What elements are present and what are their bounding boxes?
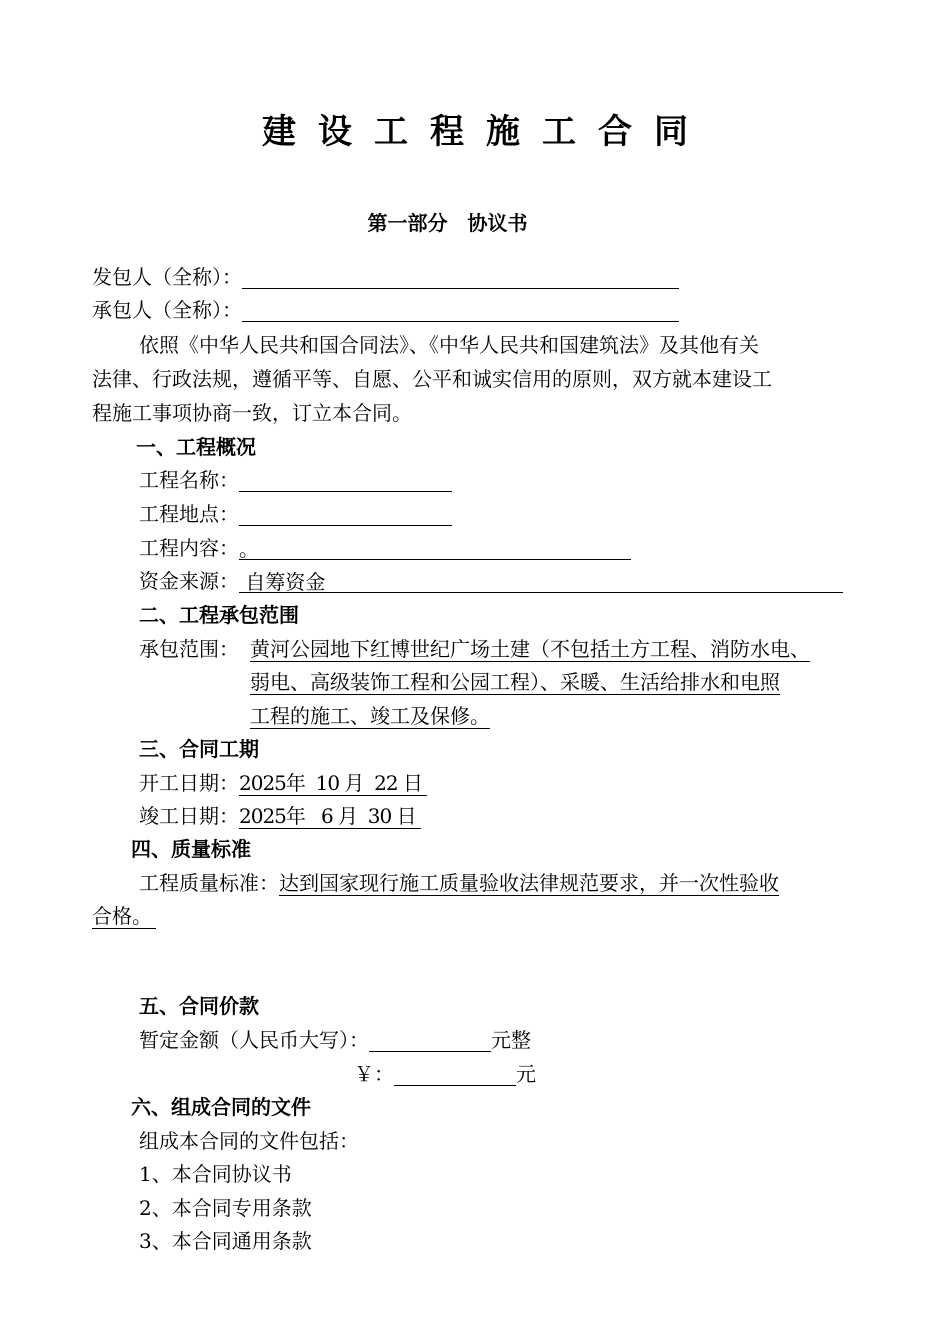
funding-source-label: 资金来源：: [139, 569, 239, 593]
scope-line-3: 工程的施工、竣工及保修。: [250, 704, 490, 728]
start-date-label: 开工日期：: [139, 771, 239, 795]
funding-source-value: 自筹资金: [239, 570, 326, 594]
amount-figures-field[interactable]: [394, 1063, 516, 1086]
project-location-field[interactable]: [239, 503, 452, 526]
scope-label: 承包范围：: [139, 637, 239, 661]
preamble-line-2: 法律、行政法规，遵循平等、自愿、公平和诚实信用的原则，双方就本建设工: [92, 367, 772, 391]
employer-line: [92, 265, 679, 289]
project-name-label: 工程名称：: [139, 468, 239, 492]
scope-line-1: 黄河公园地下红博世纪广场土建（不包括土方工程、消防水电、: [250, 637, 810, 661]
project-content-line: [139, 536, 631, 560]
start-date-line: [139, 771, 427, 795]
section-1-heading: 一、工程概况: [136, 435, 256, 459]
project-content-value: 。: [239, 537, 259, 561]
project-location-label: 工程地点：: [139, 502, 239, 526]
preamble-line-1: 依照《中华人民共和国合同法》、《中华人民共和国建筑法》及其他有关: [139, 333, 759, 357]
funding-source-field[interactable]: [239, 570, 843, 593]
employer-label: 发包人（全称）：: [92, 265, 242, 289]
project-name-field[interactable]: [239, 469, 452, 492]
document-item: 2、本合同专用条款: [139, 1196, 312, 1220]
amount-words-suffix: 元整: [491, 1028, 531, 1052]
project-content-field[interactable]: [239, 537, 631, 560]
scope-line-2: 弱电、高级装饰工程和公园工程）、采暖、生活给排水和电照: [250, 670, 780, 694]
amount-figures-line: [354, 1062, 536, 1086]
section-3-heading: 三、合同工期: [139, 737, 259, 761]
preamble-line-3: 程施工事项协商一致，订立本合同。: [92, 401, 412, 425]
employer-name-field[interactable]: [242, 266, 679, 289]
document-subtitle: 第一部分 协议书: [367, 211, 528, 235]
contractor-name-field[interactable]: [242, 299, 679, 322]
document-title: 建设工程施工合同: [262, 112, 710, 152]
funding-source-line: [139, 569, 843, 593]
amount-words-line: [139, 1028, 531, 1052]
amount-words-field[interactable]: [369, 1029, 491, 1052]
end-date-label: 竣工日期：: [139, 804, 239, 828]
end-date-line: [139, 804, 421, 828]
section-5-heading: 五、合同价款: [139, 994, 259, 1018]
end-date-value[interactable]: 2025年 6 月 30 日: [239, 804, 421, 828]
documents-intro: 组成本合同的文件包括：: [139, 1129, 359, 1153]
project-name-line: [139, 468, 452, 492]
section-6-heading: 六、组成合同的文件: [131, 1095, 311, 1119]
start-date-value[interactable]: 2025年 10 月 22 日: [239, 771, 428, 795]
document-item: 1、本合同协议书: [139, 1162, 292, 1186]
quality-line-2: 合格。: [92, 904, 156, 929]
project-location-line: [139, 502, 452, 526]
quality-value-1: 达到国家现行施工质量验收法律规范要求，并一次性验收: [279, 871, 779, 895]
yen-suffix: 元: [516, 1062, 536, 1086]
contractor-line: [92, 298, 679, 322]
document-item: 3、本合同通用条款: [139, 1229, 312, 1253]
quality-label: 工程质量标准：: [139, 871, 279, 895]
quality-line-1: [139, 871, 779, 895]
project-content-label: 工程内容：: [139, 536, 239, 560]
yen-label: ￥：: [354, 1062, 394, 1086]
section-4-heading: 四、质量标准: [131, 837, 251, 861]
section-2-heading: 二、工程承包范围: [139, 603, 299, 627]
contractor-label: 承包人（全称）：: [92, 298, 242, 322]
amount-words-label: 暂定金额（人民币大写）：: [139, 1028, 369, 1052]
